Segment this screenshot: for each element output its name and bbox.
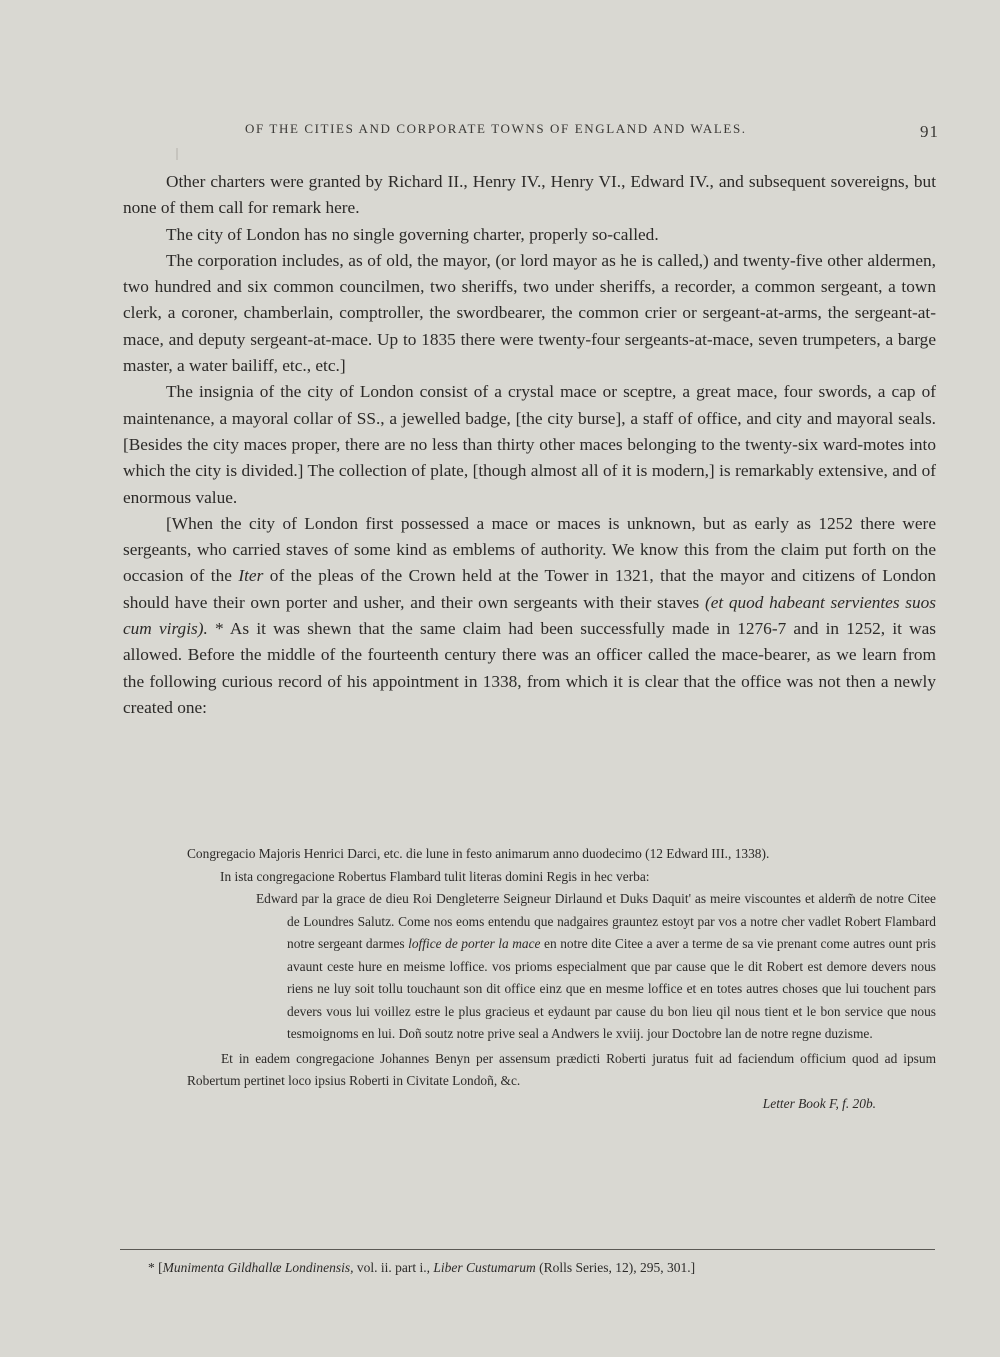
paragraph-4: The insignia of the city of London consist of a crystal mace or sceptre, a great mace, four swords, a cap of maintenance, a mayoral collar of SS., a jewelled badge, [the city burse], a staff of office, and city and mayoral seals. [Besides the city maces proper, there are no less than thirty other maces belonging to the twenty-six ward-motes into which the city is divided.] The collection of plate, [though almost all of it is modern,] is remarkably extensive, and of enormous value. [123, 382, 936, 507]
paragraph-2: The city of London has no single governing charter, properly so-called. [166, 224, 659, 244]
footnote-volume: vol. ii. part i., [356, 1260, 431, 1275]
quoted-record [123, 843, 936, 1115]
quote-letter-part-b: en notre dite Citee a aver a terme de sa vie prenant come autres ount pris avaunt ceste hure en meisme loffice. vos prioms especialment que par cause que le dit Robert est demore devers nous riens ne luy soit tollu touchaunt son dit office einz que en mesme loffice et en totes autres choses que lui touchent pars devers vous lui voillez estre le plus gracieus et eydaunt par cause du bon lieu qil nous tient et le bon service que nous tesmoignoms en lui. Doñ soutz notre prive seal a Andwers le xviij. jour Doctobre lan de notre regne duzisme. [287, 936, 936, 1041]
quote-eadem: Et in eadem congregacione Johannes Benyn per assensum prædicti Roberti juratus fuit ad faciendum officium quod ad ipsum Robertum pertinet loco ipsius Roberti in Civitate Londoñ, &c. [187, 1050, 936, 1088]
latin-phrase: (et quod habeant servientes suos cum virgis). [123, 592, 936, 639]
paragraph-5-part-b: of the pleas of the Crown held at the Tower in 1321, that the mayor and citizens of London should have their own porter and usher, and their own sergeants with their staves [123, 566, 937, 612]
quote-congregacio: Congregacio Majoris Henrici Darci, etc. die lune in festo animarum anno duodecimo (12 Edward III., 1338). [187, 846, 770, 861]
footnote-book: Liber Custumarum [433, 1260, 536, 1275]
iter-term: Iter [238, 566, 264, 586]
footnote-open-bracket: [ [158, 1260, 163, 1275]
paragraph-5-part-c: As it was shewn that the same claim had been successfully made in 1276-7 and in 1252, it was allowed. Before the middle of the fourteenth century there was an officer called the mace-bearer, as we learn from the following curious record of his appointment in 1338, from which it is clear that the office was not then a newly created one: [123, 619, 936, 717]
paragraph-5-part-a: [When the city of London first possessed a mace or maces is unknown, but as early as 1252 there were sergeants, who carried staves of some kind as emblems of authority. We know this from the claim put forth on the occasion of the [123, 513, 936, 586]
page-number: 91 [920, 122, 939, 141]
body-text [123, 169, 936, 721]
paragraph-5 [123, 511, 936, 721]
paper-mark [176, 148, 178, 160]
footnote-mark: * [148, 1260, 155, 1275]
quote-letter-italic: loffice de porter la mace [408, 936, 541, 951]
quote-citation: Letter Book F, f. 20b. [762, 1095, 876, 1111]
quote-ista: In ista congregacione Robertus Flambard tulit literas domini Regis in hec verba: [220, 868, 650, 884]
paragraph-3: The corporation includes, as of old, the mayor, (or lord mayor as he is called,) and twenty-five other aldermen, two hundred and six common councilmen, two sheriffs, two under sheriffs, a recorder, a common sergeant, a town clerk, a coroner, chamberlain, comptroller, the swordbearer, the common crier or sergeant-at-arms, the sergeant-at-mace, and deputy sergeant-at-mace. Up to 1835 there were twenty-four sergeants-at-mace, seven trumpeters, a barge master, a water bailiff, etc., etc.] [123, 250, 936, 376]
quote-letter-part-a: Edward par la grace de dieu Roi Dengleterre Seigneur Dirlaund et Duks Daquit' as meire viscountes et alderm̃ de notre Citee de Loundres Salutz. Come nos eoms entendu que nadgaires grauntez estoyt par vos a notre cher vadlet Robert Flambard notre sergeant darmes [256, 891, 936, 951]
footnote-reference: * [215, 619, 224, 639]
footnote-end: (Rolls Series, 12), 295, 301.] [539, 1260, 696, 1275]
footnote-rule [120, 1249, 935, 1250]
quote-letter [123, 888, 936, 1046]
footnote-title: Munimenta Gildhallæ Londinensis, [162, 1260, 354, 1275]
footnote [148, 1260, 695, 1276]
paragraph-1: Other charters were granted by Richard II., Henry IV., Henry VI., Edward IV., and subsequent sovereigns, but none of them call for remark here. [123, 172, 936, 218]
running-head: OF THE CITIES AND CORPORATE TOWNS OF ENGLAND AND WALES. [245, 121, 747, 136]
